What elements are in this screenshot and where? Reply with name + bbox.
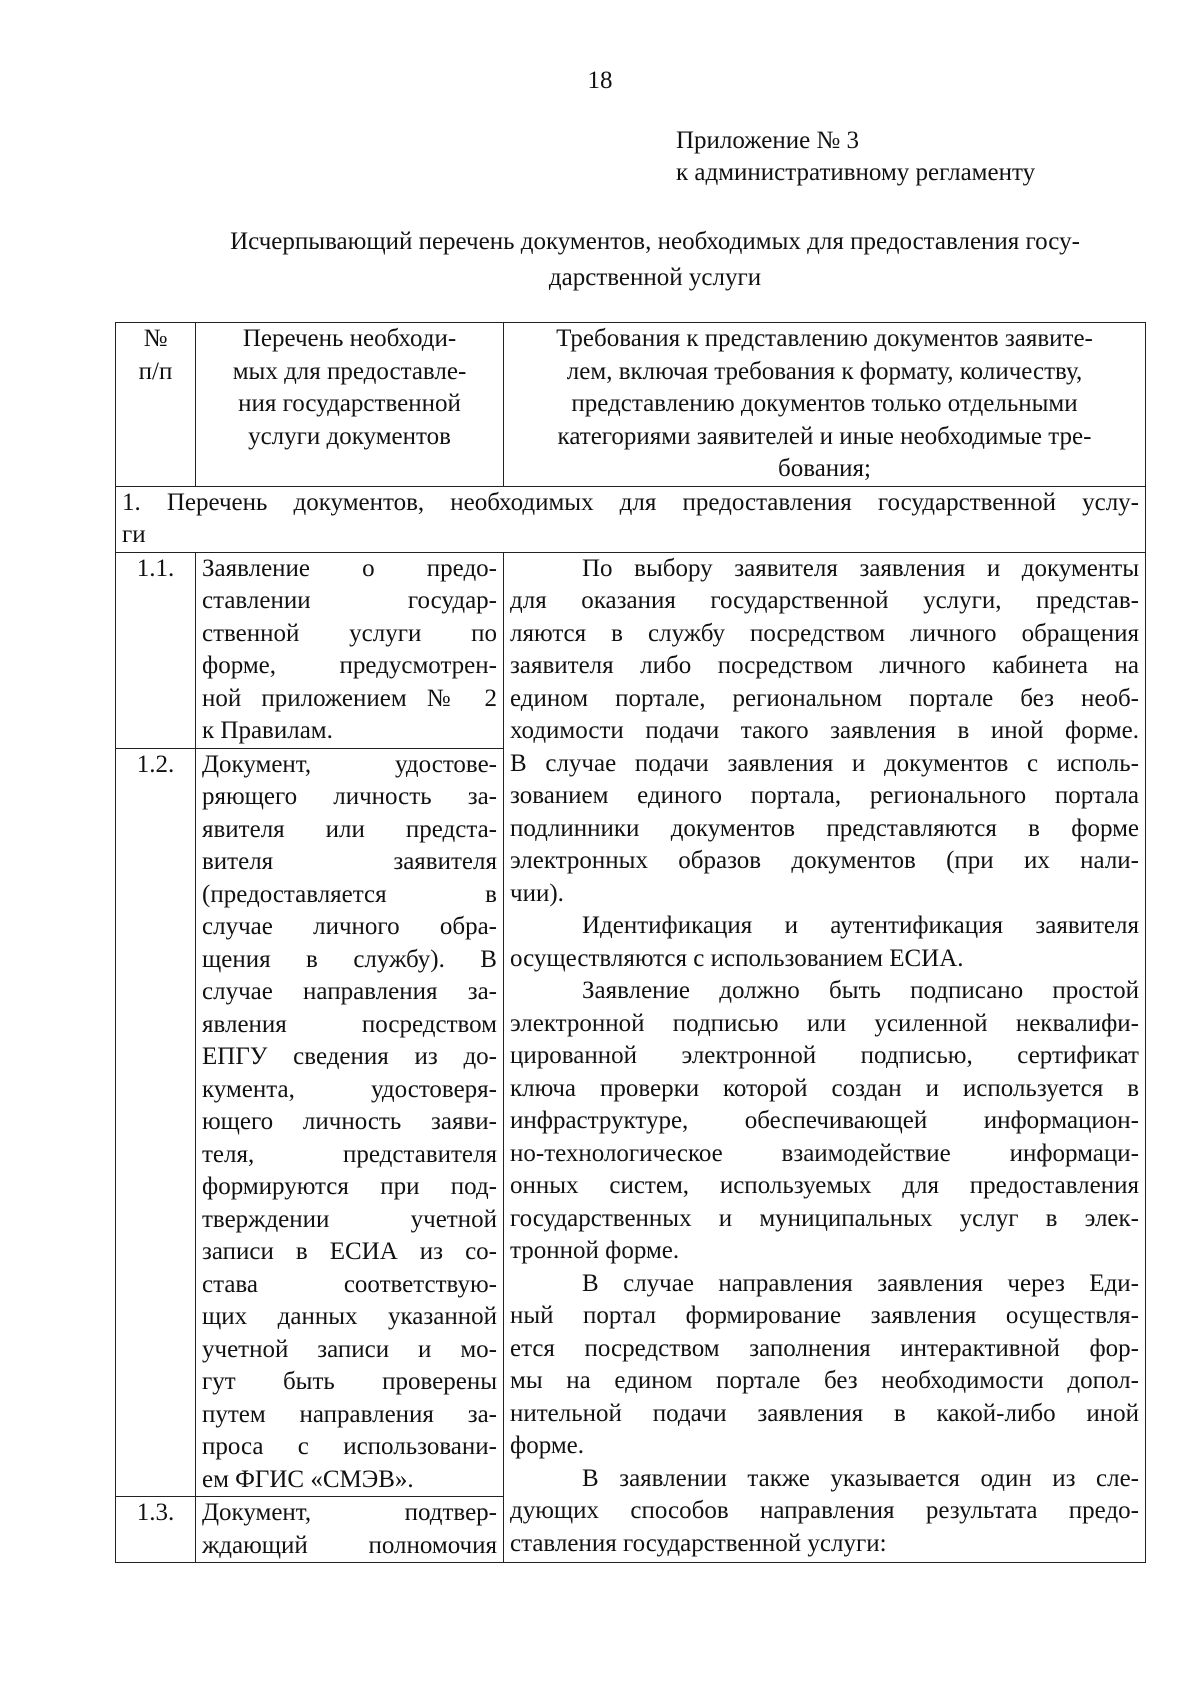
document-line: ЕПГУ сведения из до- xyxy=(202,1043,497,1070)
document-line: гут быть проверены xyxy=(202,1368,497,1395)
appendix-line-2: к административному регламенту xyxy=(676,159,1036,186)
table-header-row xyxy=(116,323,1146,487)
document-line: става соответствую- xyxy=(202,1270,497,1298)
requirement-line: ключа проверки которой создан и используется в xyxy=(510,1074,1139,1102)
document-line: записи в ЕСИА из со- xyxy=(202,1238,497,1265)
document-line: путем направления за- xyxy=(202,1400,497,1428)
requirement-line: ется посредством заполнения интерактивной фор- xyxy=(510,1334,1139,1362)
section-row xyxy=(116,486,1146,552)
title-line-1: Исчерпывающий перечень документов, необходимых для предоставления госу- xyxy=(230,228,1080,255)
row-number-cell: 1.3. xyxy=(116,1497,196,1563)
document-line: ственной услуги по xyxy=(202,619,497,647)
header-number-cell xyxy=(116,323,196,487)
section-heading-line: 1. Перечень документов, необходимых для предоставления государственной услу- xyxy=(122,488,1139,516)
requirement-line: тронной форме. xyxy=(510,1237,680,1264)
requirement-line: мы на едином портале без необходимости допол- xyxy=(510,1367,1139,1394)
header-documents-line: услуги документов xyxy=(248,422,451,450)
document-line: случае направления за- xyxy=(202,978,497,1005)
document-line: случае личного обра- xyxy=(202,913,497,940)
document-line: проса с использовани- xyxy=(202,1433,497,1460)
requirement-line: ный портал формирование заявления осуществля- xyxy=(510,1302,1139,1329)
requirement-line: электронных образов документов (при их нали- xyxy=(510,847,1139,874)
header-requirements-line: Требования к представлению документов заявите- xyxy=(556,325,1093,352)
requirement-line: дующих способов направления результата предо- xyxy=(510,1497,1139,1524)
document-line: тверждении учетной xyxy=(202,1205,497,1233)
requirement-line: электронной подписью или усиленной неквалифи- xyxy=(510,1009,1139,1037)
requirement-line: цированной электронной подписью, сертификат xyxy=(510,1042,1139,1069)
document-line: ной приложением № 2 xyxy=(202,684,497,712)
document-line: теля, представителя xyxy=(202,1140,497,1168)
requirement-line: нительной подачи заявления в какой-либо иной xyxy=(510,1399,1139,1427)
requirement-line: ляются в службу посредством личного обращения xyxy=(510,619,1139,647)
requirement-line: подлинники документов представляются в форме xyxy=(510,814,1139,842)
document-line: Документ, подтвер- xyxy=(202,1499,497,1526)
document-line: щих данных указанной xyxy=(202,1303,497,1330)
header-requirements-cell xyxy=(504,323,1146,487)
document-line: Документ, удостове- xyxy=(202,750,497,778)
header-number-line: № xyxy=(143,325,168,352)
document-line: учетной записи и мо- xyxy=(202,1335,497,1363)
title-line-2: дарственной услуги xyxy=(548,264,762,291)
section-heading-line: ги xyxy=(122,521,146,548)
document-line: явителя или предста- xyxy=(202,815,497,843)
requirement-line: По выбору заявителя заявления и документы xyxy=(582,554,1139,582)
document-name-cell xyxy=(196,748,504,1497)
section-heading-cell xyxy=(116,486,1146,552)
document-line: явления посредством xyxy=(202,1010,497,1038)
document-line: формируются при под- xyxy=(202,1173,497,1200)
document-title xyxy=(160,224,1150,296)
requirement-line: Заявление должно быть подписано простой xyxy=(582,977,1139,1004)
header-number-line: п/п xyxy=(138,357,173,385)
document-line: ющего личность заяви- xyxy=(202,1108,497,1135)
document-line: Заявление о предо- xyxy=(202,554,497,582)
header-documents-line: мых для предоставле- xyxy=(232,357,467,385)
appendix-line-1: Приложение № 3 xyxy=(676,127,860,154)
document-line: вителя заявителя xyxy=(202,848,497,875)
document-line: к Правилам. xyxy=(202,717,333,744)
table-row xyxy=(116,552,1146,748)
row-number-cell: 1.1. xyxy=(116,552,196,748)
document-line: щения в службу). В xyxy=(202,945,497,973)
header-documents-cell xyxy=(196,323,504,487)
requirement-line: государственных и муниципальных услуг в элек- xyxy=(510,1204,1139,1232)
requirement-line: онных систем, используемых для предоставления xyxy=(510,1172,1139,1199)
document-line: кумента, удостоверя- xyxy=(202,1075,497,1103)
row-number-cell: 1.2. xyxy=(116,748,196,1497)
document-line: ставлении государ- xyxy=(202,587,497,614)
requirement-line: В случае направления заявления через Еди- xyxy=(582,1269,1139,1297)
requirement-line: заявителя либо посредством личного кабинета на xyxy=(510,652,1139,679)
header-documents-line: Перечень необходи- xyxy=(242,325,457,352)
document-line: форме, предусмотрен- xyxy=(202,652,497,679)
requirement-line: форме. xyxy=(510,1432,584,1459)
page-number: 18 xyxy=(587,67,613,94)
requirement-line: В случае подачи заявления и документов с исполь- xyxy=(510,749,1139,777)
document-line: ряющего личность за- xyxy=(202,783,497,810)
requirement-line: осуществляются с использованием ЕСИА. xyxy=(510,944,964,972)
requirement-line: ходимости подачи такого заявления в иной форме. xyxy=(510,717,1139,744)
requirement-line: но-технологическое взаимодействие информаци- xyxy=(510,1139,1139,1167)
documents-table xyxy=(115,322,1146,1563)
header-requirements-line: категориями заявителей и иные необходимые тре- xyxy=(557,422,1092,450)
header-documents-line: ния государственной xyxy=(238,390,461,417)
requirement-line: Идентификация и аутентификация заявителя xyxy=(582,912,1139,939)
requirement-line: ставления государственной услуги: xyxy=(510,1529,887,1557)
requirements-cell xyxy=(504,552,1146,1563)
document-line: ждающий полномочия xyxy=(202,1531,497,1559)
document-name-cell xyxy=(196,552,504,748)
header-requirements-line: бования; xyxy=(778,455,871,482)
appendix-caption xyxy=(676,125,1176,189)
requirement-line: В заявлении также указывается один из сле- xyxy=(582,1464,1139,1492)
document-name-cell xyxy=(196,1497,504,1563)
requirement-line: чии). xyxy=(510,879,564,907)
requirement-line: зованием единого портала, регионального портала xyxy=(510,782,1139,809)
requirement-line: инфраструктуре, обеспечивающей информацион- xyxy=(510,1107,1139,1134)
requirement-line: для оказания государственной услуги, представ- xyxy=(510,587,1139,614)
document-line: ем ФГИС «СМЭВ». xyxy=(202,1465,414,1493)
header-requirements-line: лем, включая требования к формату, количеству, xyxy=(566,357,1083,385)
requirement-line: едином портале, региональном портале без необ- xyxy=(510,684,1139,712)
document-line: (предоставляется в xyxy=(202,880,497,908)
header-requirements-line: представлению документов только отдельными xyxy=(571,390,1078,417)
